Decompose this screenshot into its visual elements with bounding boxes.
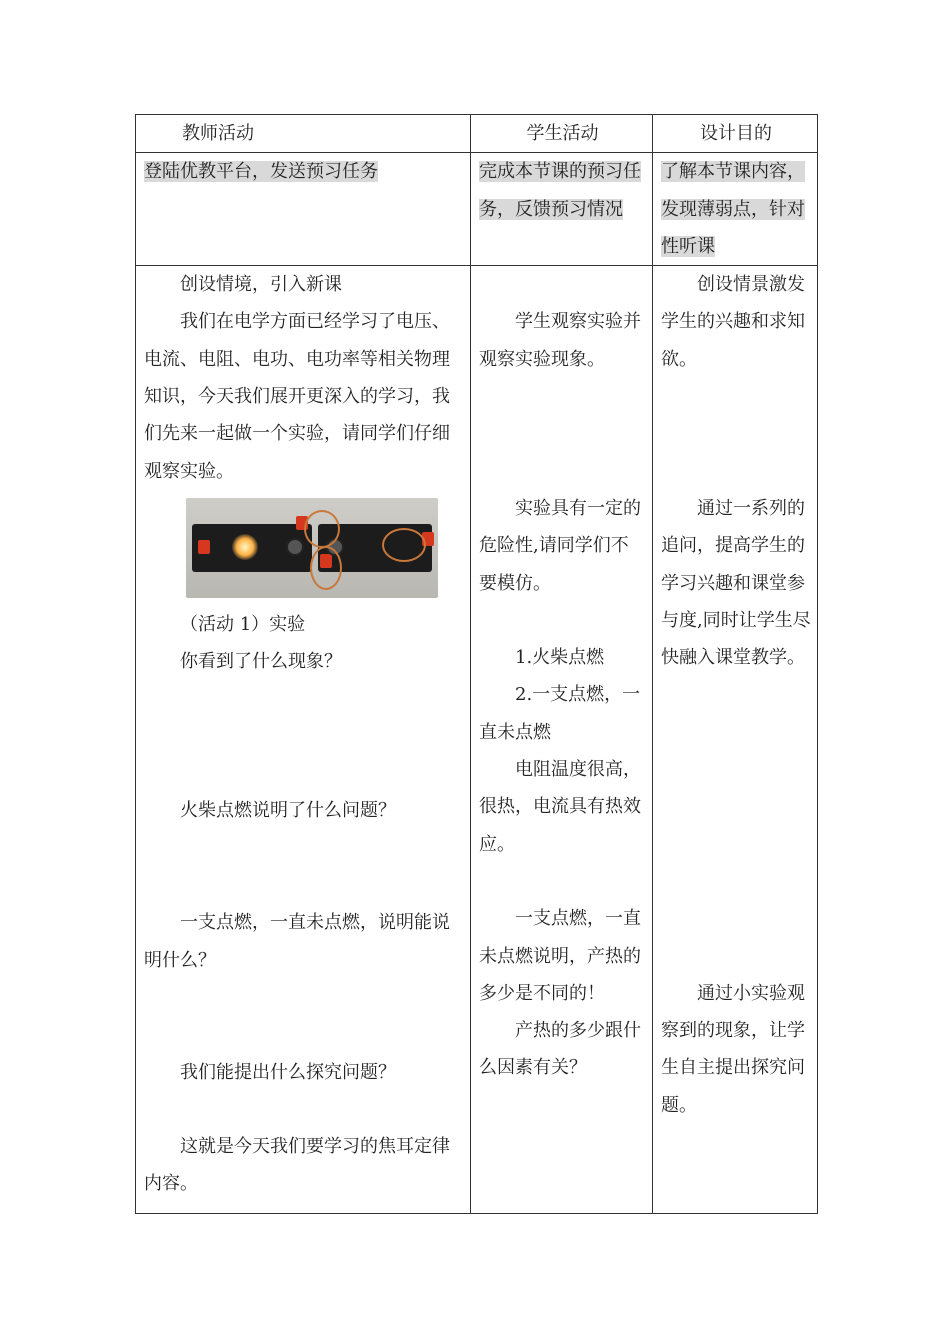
student-answer-1: 1.火柴点燃 <box>515 647 605 669</box>
question-inquiry: 我们能提出什么探究问题？ <box>180 1061 396 1083</box>
teacher-heading: 创设情境，引入新课 <box>180 274 342 296</box>
row2-teacher-cell <box>136 266 471 1214</box>
question-phenomenon: 你看到了什么现象？ <box>180 651 342 673</box>
header-teacher-activity: 教师活动 <box>136 115 471 153</box>
copper-wire <box>382 528 426 562</box>
row2-student-cell <box>471 266 653 1214</box>
student-answer-heat: 电阻温度很高，很热，电流具有热效应。 <box>479 759 641 855</box>
student-observe: 学生观察实验并观察实验现象。 <box>479 311 641 370</box>
question-one-lit: 一支点燃，一直未点燃，说明能说明什么？ <box>144 912 450 971</box>
student-answer-2: 2.一支点燃，一直未点燃 <box>479 684 641 743</box>
purpose-interest: 创设情景激发学生的兴趣和求知欲。 <box>661 274 805 370</box>
lesson-plan-table <box>135 114 818 1214</box>
match-flame <box>232 534 258 560</box>
purpose-participation: 通过一系列的追问，提高学生的学习兴趣和课堂参与度,同时让学生尽快融入课堂教学。 <box>661 497 811 669</box>
row2-purpose-cell <box>653 266 818 1214</box>
row1-student-text: 完成本节课的预习任务，反馈预习情况 <box>479 161 641 220</box>
copper-wire <box>310 546 342 590</box>
copper-wire <box>304 510 340 548</box>
row1-purpose-cell <box>653 153 818 266</box>
row1-purpose-text: 了解本节课内容，发现薄弱点，针对性听课 <box>661 161 805 257</box>
terminal-knob <box>286 538 304 556</box>
table-row <box>136 266 818 1214</box>
header-design-purpose: 设计目的 <box>653 115 818 153</box>
red-clip <box>198 540 210 554</box>
student-safety-note: 实验具有一定的危险性,请同学们不要模仿。 <box>479 497 641 594</box>
student-answer-difference: 一支点燃，一直未点燃说明，产热的多少是不同的！ <box>479 908 641 1004</box>
purpose-inquiry: 通过小实验观察到的现象，让学生自主提出探究问题。 <box>661 982 805 1116</box>
header-student-activity: 学生活动 <box>471 115 653 153</box>
table-row <box>136 153 818 266</box>
teacher-intro: 我们在电学方面已经学习了电压、电流、电阻、电功、电功率等相关物理知识，今天我们展开更深入的学习，我们先来一起做一个实验，请同学们仔细观察实验。 <box>144 311 450 482</box>
teacher-conclusion: 这就是今天我们要学习的焦耳定律内容。 <box>144 1136 450 1195</box>
experiment-photo <box>186 498 438 598</box>
row1-teacher-cell <box>136 153 471 266</box>
row1-teacher-text: 登陆优教平台，发送预习任务 <box>144 161 378 183</box>
student-inquiry-question: 产热的多少跟什么因素有关？ <box>479 1020 641 1079</box>
activity-label: （活动 1）实验 <box>180 613 306 635</box>
header-row <box>136 115 818 153</box>
row1-student-cell <box>471 153 653 266</box>
question-match-lit: 火柴点燃说明了什么问题？ <box>180 800 396 822</box>
